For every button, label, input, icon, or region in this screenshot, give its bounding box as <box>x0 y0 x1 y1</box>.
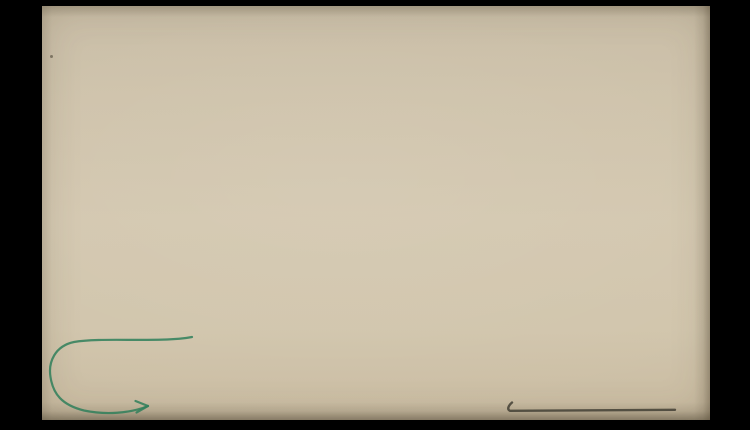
document-page <box>42 6 710 420</box>
typewritten-text <box>68 6 710 420</box>
paper-speck <box>50 55 53 58</box>
